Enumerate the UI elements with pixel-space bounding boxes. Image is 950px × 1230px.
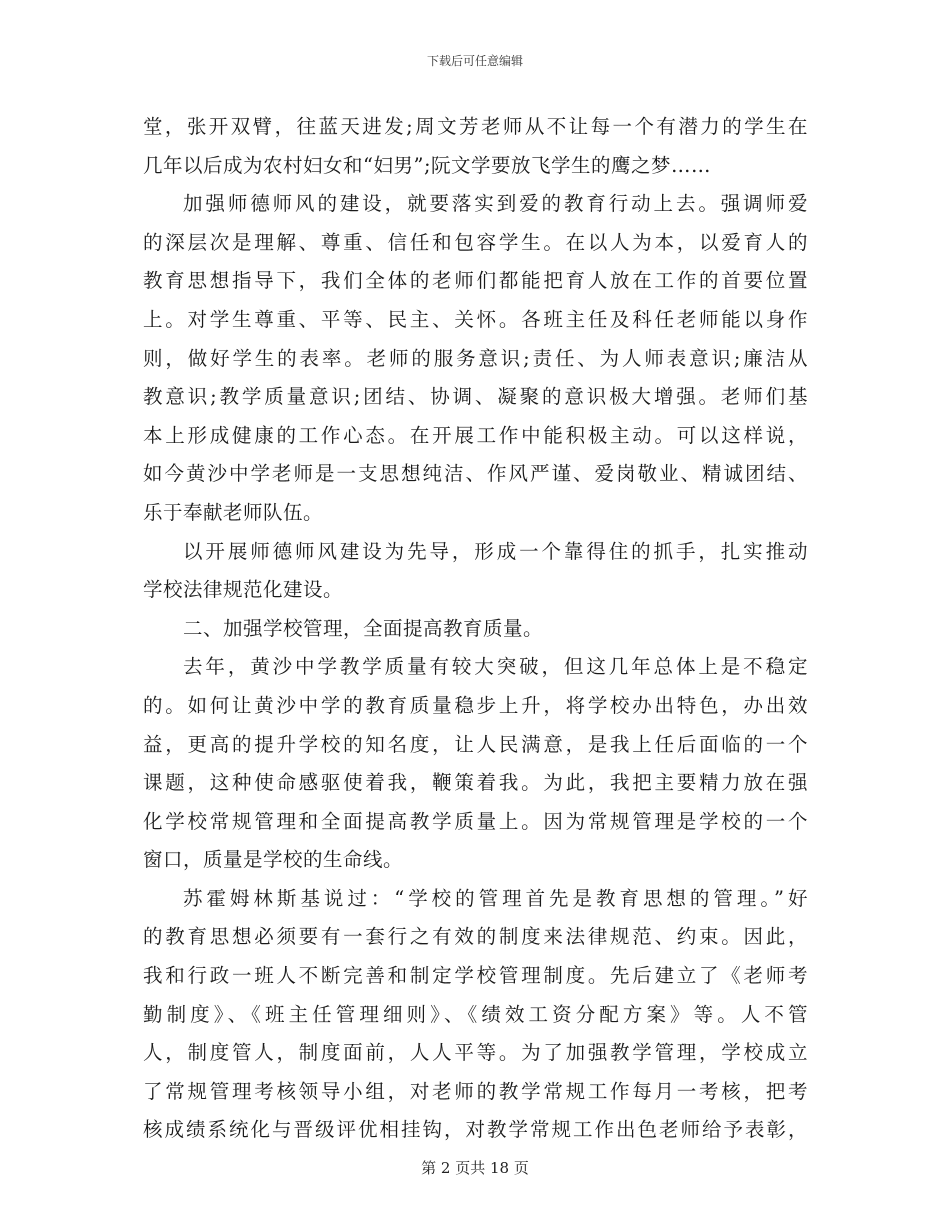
text-line: 教育思想指导下，我们全体的老师们都能把育人放在工作的首要位置	[143, 269, 808, 293]
text-line: 几年以后成为农村妇女和“妇男”;阮文学要放飞学生的鹰之梦……	[143, 153, 712, 177]
text-line: 我和行政一班人不断完善和制定学校管理制度。先后建立了《老师考	[143, 964, 808, 988]
text-line: 上。对学生尊重、平等、民主、关怀。各班主任及科任老师能以身作	[143, 307, 808, 331]
text-line: 课题，这种使命感驱使着我，鞭策着我。为此，我把主要精力放在强	[143, 771, 808, 795]
text-line: 益，更高的提升学校的知名度，让人民满意，是我上任后面临的一个	[143, 732, 808, 756]
text-line: 加强师德师风的建设，就要落实到爱的教育行动上去。强调师爱	[183, 192, 808, 216]
text-line: 的。如何让黄沙中学的教育质量稳步上升，将学校办出特色，办出效	[143, 693, 808, 717]
text-line: 学校法律规范化建设。	[143, 578, 344, 602]
text-line: 以开展师德师风建设为先导，形成一个靠得住的抓手，扎实推动	[183, 539, 808, 563]
text-line: 堂，张开双臂，往蓝天进发;周文芳老师从不让每一个有潜力的学生在	[143, 115, 808, 138]
text-line: 苏霍姆林斯基说过：“学校的管理首先是教育思想的管理。”好	[183, 886, 808, 910]
text-line: 窗口，质量是学校的生命线。	[143, 848, 404, 872]
page-header: 下载后可任意编辑	[426, 54, 523, 68]
text-line: 二、加强学校管理，全面提高教育质量。	[183, 616, 544, 640]
text-line: 如今黄沙中学老师是一支思想纯洁、作风严谨、爱岗敬业、精诚团结、	[143, 462, 808, 486]
text-line: 去年，黄沙中学教学质量有较大突破，但这几年总体上是不稳定	[183, 655, 808, 679]
page-footer: 第 2 页共 18 页	[421, 1159, 529, 1177]
text-line: 的教育思想必须要有一套行之有效的制度来法律规范、约束。因此，	[143, 925, 808, 949]
text-line: 则，做好学生的表率。老师的服务意识;责任、为人师表意识;廉洁从	[143, 346, 808, 370]
text-line: 人，制度管人，制度面前，人人平等。为了加强教学管理，学校成立	[143, 1041, 808, 1065]
text-line: 乐于奉献老师队伍。	[143, 500, 324, 524]
text-line: 教意识;教学质量意识;团结、协调、凝聚的意识极大增强。老师们基	[143, 385, 808, 409]
text-line: 化学校常规管理和全面提高教学质量上。因为常规管理是学校的一个	[143, 809, 808, 833]
text-line: 核成绩系统化与晋级评优相挂钩，对教学常规工作出色老师给予表彰，	[143, 1118, 808, 1142]
text-line: 本上形成健康的工作心态。在开展工作中能积极主动。可以这样说，	[143, 423, 808, 447]
text-line: 勤制度》、《班主任管理细则》、《绩效工资分配方案》等。人不管	[143, 1002, 808, 1026]
text-line: 了常规管理考核领导小组，对老师的教学常规工作每月一考核，把考	[143, 1079, 808, 1103]
text-line: 的深层次是理解、尊重、信任和包容学生。在以人为本，以爱育人的	[143, 230, 808, 254]
document-body	[143, 108, 808, 1150]
